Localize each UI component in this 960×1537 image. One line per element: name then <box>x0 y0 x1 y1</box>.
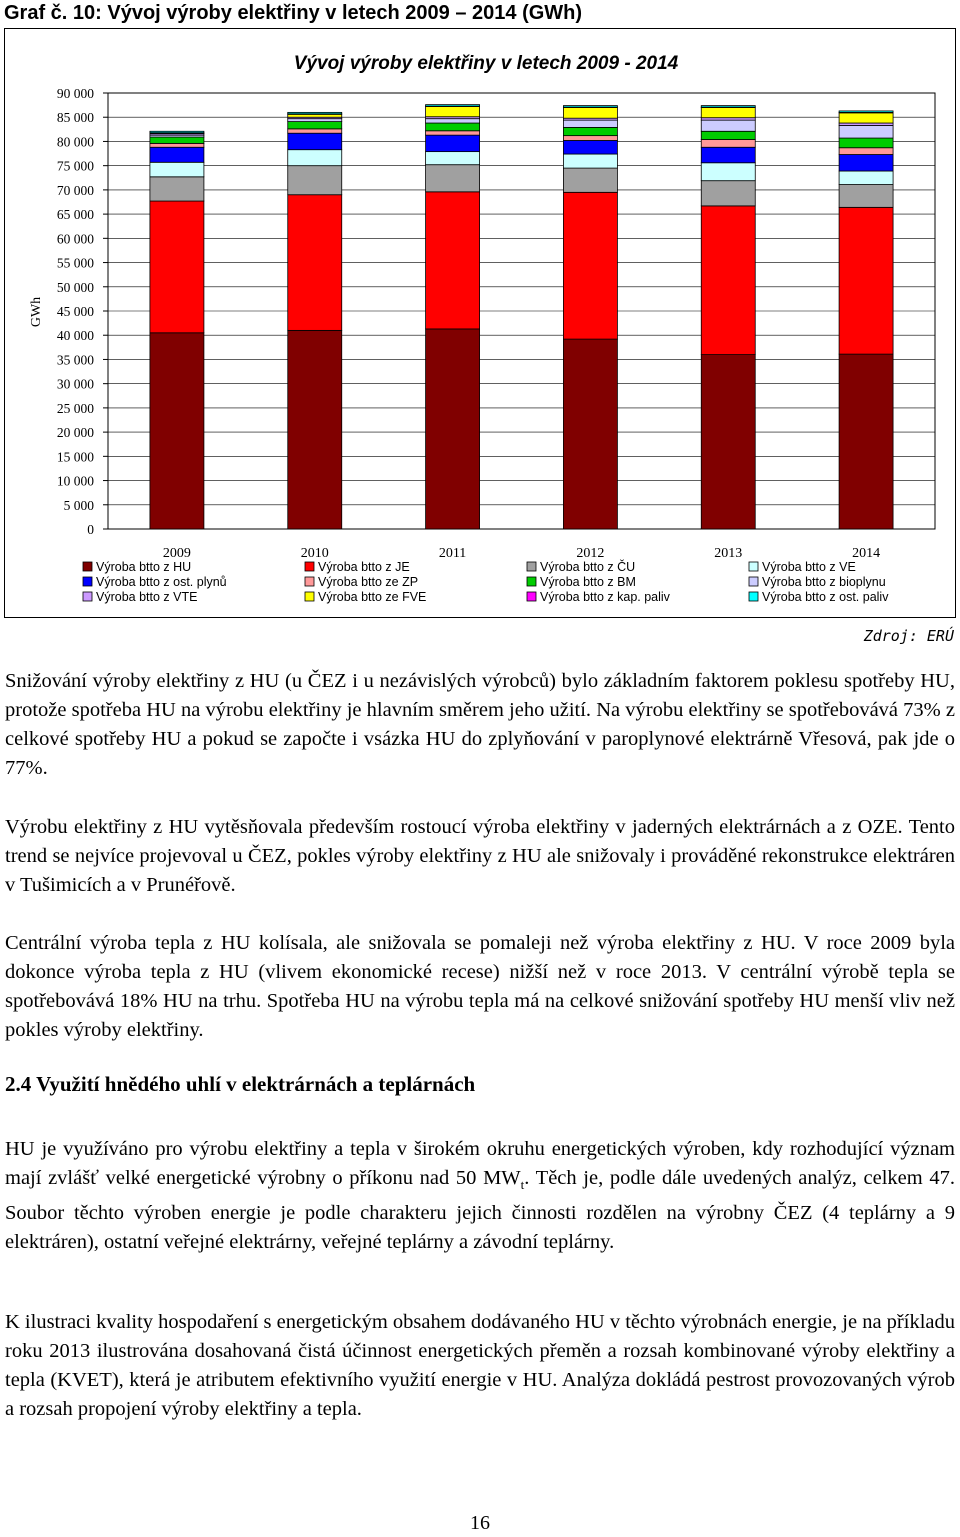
y-tick-label: 55 000 <box>56 255 94 271</box>
bar-segment <box>150 162 204 177</box>
bar-segment <box>839 113 893 123</box>
bar-segment <box>150 177 204 201</box>
bar-segment <box>701 355 755 529</box>
paragraph-4-text-b: . Těch je, podle dále uvedených analýz, celkem 47. Soubor těchto výroben energie je podle charakteru jejich činnosti rozdělen na výrobny ČEZ (4 teplárny a 9 elektráren), ostatní veřejné elektrárny, veřejné teplárny a závodní teplárny. <box>5 1167 955 1254</box>
bar-segment <box>701 108 755 118</box>
legend-label: Výroba btto z bioplynu <box>762 575 886 589</box>
bar-segment <box>701 131 755 139</box>
bar-segment <box>426 105 480 106</box>
bar-segment <box>288 150 342 166</box>
legend-label: Výroba btto z VE <box>762 560 856 574</box>
bar-segment <box>701 147 755 163</box>
bar-segment <box>288 112 342 113</box>
legend-swatch <box>83 592 92 601</box>
y-tick-label: 35 000 <box>56 352 94 368</box>
chart-title: Vývoj výroby elektřiny v letech 2009 - 2014 <box>293 53 679 74</box>
y-tick-label: 80 000 <box>56 134 94 150</box>
bar-segment <box>288 166 342 195</box>
bar-segment <box>150 201 204 333</box>
bar-segment <box>839 138 893 148</box>
legend-label: Výroba btto z ost. paliv <box>762 590 889 604</box>
legend-swatch <box>749 562 758 571</box>
bar-segment <box>701 206 755 355</box>
source-note: Zdroj: ERÚ <box>863 627 954 645</box>
x-axis-ticks <box>163 546 880 561</box>
bar-segment <box>150 147 204 162</box>
y-tick-label: 30 000 <box>56 376 94 392</box>
bar-segment <box>701 106 755 107</box>
y-tick-label: 65 000 <box>56 207 94 223</box>
y-tick-label: 10 000 <box>56 473 94 489</box>
y-tick-label: 45 000 <box>56 304 94 319</box>
bar-segment <box>563 140 617 154</box>
section-heading: 2.4 Využití hnědého uhlí v elektrárnách a teplárnách <box>5 1072 476 1096</box>
y-tick-label: 70 000 <box>56 182 94 198</box>
x-tick-label: 2009 <box>162 546 191 561</box>
y-tick-label: 40 000 <box>56 328 94 344</box>
bar-segment <box>426 123 480 131</box>
bar-segment <box>288 330 342 529</box>
bar-segment <box>701 140 755 148</box>
bar-segment <box>839 148 893 155</box>
y-tick-label: 15 000 <box>56 449 94 465</box>
x-tick-label: 2011 <box>438 546 467 561</box>
bar-segment <box>150 131 204 132</box>
bar-segment <box>563 154 617 168</box>
bar-segment <box>426 192 480 329</box>
y-tick-label: 25 000 <box>56 400 94 416</box>
legend-swatch <box>305 562 314 571</box>
bar-segment <box>839 171 893 185</box>
bar-segment <box>563 106 617 107</box>
y-tick-label: 5 000 <box>63 497 94 513</box>
legend-swatch <box>83 562 92 571</box>
legend-swatch <box>305 592 314 601</box>
bar-segment <box>701 163 755 181</box>
bar-segment <box>426 152 480 165</box>
bar-segment <box>839 185 893 208</box>
stacked-bar-chart <box>5 29 955 617</box>
paragraph-1: Snižování výroby elektřiny z HU (u ČEZ i u nezávislých výrobců) bylo základním faktorem poklesu spotřeby HU, protože spotřeba HU na výrobu elektřiny je hlavním směrem jeho užití. Na výrobu elektřiny se spotřebovává 73% z celkové spotřeby HU a pokud se započte i vsázka HU do zplyňování v paroplynové elektrárně Vřesová, pak jde o 77%. <box>5 670 955 779</box>
x-tick-label: 2010 <box>300 546 329 561</box>
bars <box>150 105 893 529</box>
bar-segment <box>150 137 204 143</box>
legend-swatch <box>527 592 536 601</box>
bar-segment <box>288 195 342 331</box>
x-tick-label: 2013 <box>714 546 743 561</box>
legend-label: Výroba btto z BM <box>540 575 636 589</box>
legend-label: Výroba btto ze FVE <box>318 590 427 604</box>
bar-segment <box>839 125 893 138</box>
paragraph-5: K ilustraci kvality hospodaření s energetickým obsahem dodávaného HU v těchto výrobnách energie, je na příkladu roku 2013 ilustrována dosahovaná čistá účinnost energetických přeměn a rozsah kombinované výroby elektřiny a tepla (KVET), která je atributem efektivního využití energie v HU. Analýza dokládá pestrost provozovaných výrob a rozsah propojení výroby elektřiny a tepla. <box>5 1311 955 1420</box>
y-tick-label: 0 <box>87 522 94 537</box>
legend-label: Výroba btto z VTE <box>96 590 198 604</box>
paragraph-4-text-a: HU je využíváno pro výrobu elektřiny a tepla v širokém okruhu energetických výroben, kdy rozhodující význam mají zvlášť velké energetické výrobny o příkonu nad 50 MW <box>5 1138 955 1189</box>
bar-segment <box>701 181 755 206</box>
bar-segment <box>150 333 204 529</box>
bar-segment <box>288 119 342 122</box>
legend-label: Výroba btto z JE <box>318 560 410 574</box>
bar-segment <box>426 107 480 117</box>
bar-segment <box>839 207 893 354</box>
bar-segment <box>701 120 755 131</box>
bar-segment <box>839 354 893 529</box>
y-tick-label: 20 000 <box>56 425 94 441</box>
x-tick-label: 2012 <box>576 546 605 561</box>
paragraph-3: Centrální výroba tepla z HU kolísala, ale snižovala se pomaleji než výroba elektřiny z HU. V roce 2009 byla dokonce výroba tepla z HU (vlivem ekonomické recese) nižší než v roce 2013. V centrální výrobě tepla se spotřebovává 18% HU na trhu. Spotřeba HU na výrobu tepla má na celkové snižování spotřeby HU menší vliv než pokles výroby elektřiny. <box>5 932 955 1041</box>
page-number: 16 <box>470 1512 490 1534</box>
bar-segment <box>839 155 893 171</box>
y-tick-label: 85 000 <box>56 110 94 126</box>
bar-segment <box>288 129 342 133</box>
bar-segment <box>426 119 480 123</box>
bar-segment <box>563 120 617 127</box>
chart-frame <box>4 28 956 618</box>
legend-swatch <box>749 592 758 601</box>
legend-swatch <box>527 577 536 586</box>
y-tick-label: 60 000 <box>56 231 94 247</box>
legend <box>83 559 889 604</box>
legend-swatch <box>527 562 536 571</box>
y-axis-label: GWh <box>29 296 44 328</box>
legend-label: Výroba btto z ost. plynů <box>96 575 227 589</box>
paragraph-4 <box>5 1135 955 1257</box>
legend-swatch <box>305 577 314 586</box>
bar-segment <box>563 339 617 529</box>
y-tick-label: 90 000 <box>56 86 94 101</box>
bar-segment <box>563 192 617 339</box>
paragraph-2: Výrobu elektřiny z HU vytěsňovala především rostoucí výroba elektřiny v jaderných elektrárnách a z OZE. Tento trend se nejvíce projevoval u ČEZ, pokles výroby elektřiny z HU ale snižovaly i prováděné rekonstrukce elektráren v Tušimicích a v Prunéřově. <box>5 816 955 896</box>
y-tick-label: 50 000 <box>56 279 94 295</box>
bar-segment <box>426 131 480 135</box>
y-axis-ticks <box>57 86 94 537</box>
legend-label: Výroba btto z ČU <box>540 560 636 574</box>
bar-segment <box>288 133 342 149</box>
legend-label: Výroba btto z HU <box>96 560 192 574</box>
legend-label: Výroba btto ze ZP <box>318 575 419 589</box>
x-tick-label: 2014 <box>852 546 881 561</box>
figure-caption: Graf č. 10: Vývoj výroby elektřiny v letech 2009 – 2014 (GWh) <box>4 2 583 24</box>
bar-segment <box>563 136 617 141</box>
bar-segment <box>288 114 342 117</box>
y-tick-label: 75 000 <box>56 158 94 174</box>
bar-segment <box>426 165 480 192</box>
grid-lines <box>103 93 935 529</box>
bar-segment <box>150 143 204 147</box>
bar-segment <box>563 108 617 119</box>
bar-segment <box>426 135 480 151</box>
paragraph-4-subscript: t <box>520 1177 525 1193</box>
legend-swatch <box>83 577 92 586</box>
legend-swatch <box>749 577 758 586</box>
legend-label: Výroba btto z kap. paliv <box>540 590 670 604</box>
bar-segment <box>839 111 893 112</box>
bar-segment <box>563 127 617 135</box>
bar-segment <box>426 329 480 529</box>
bar-segment <box>288 122 342 129</box>
bar-segment <box>563 168 617 192</box>
